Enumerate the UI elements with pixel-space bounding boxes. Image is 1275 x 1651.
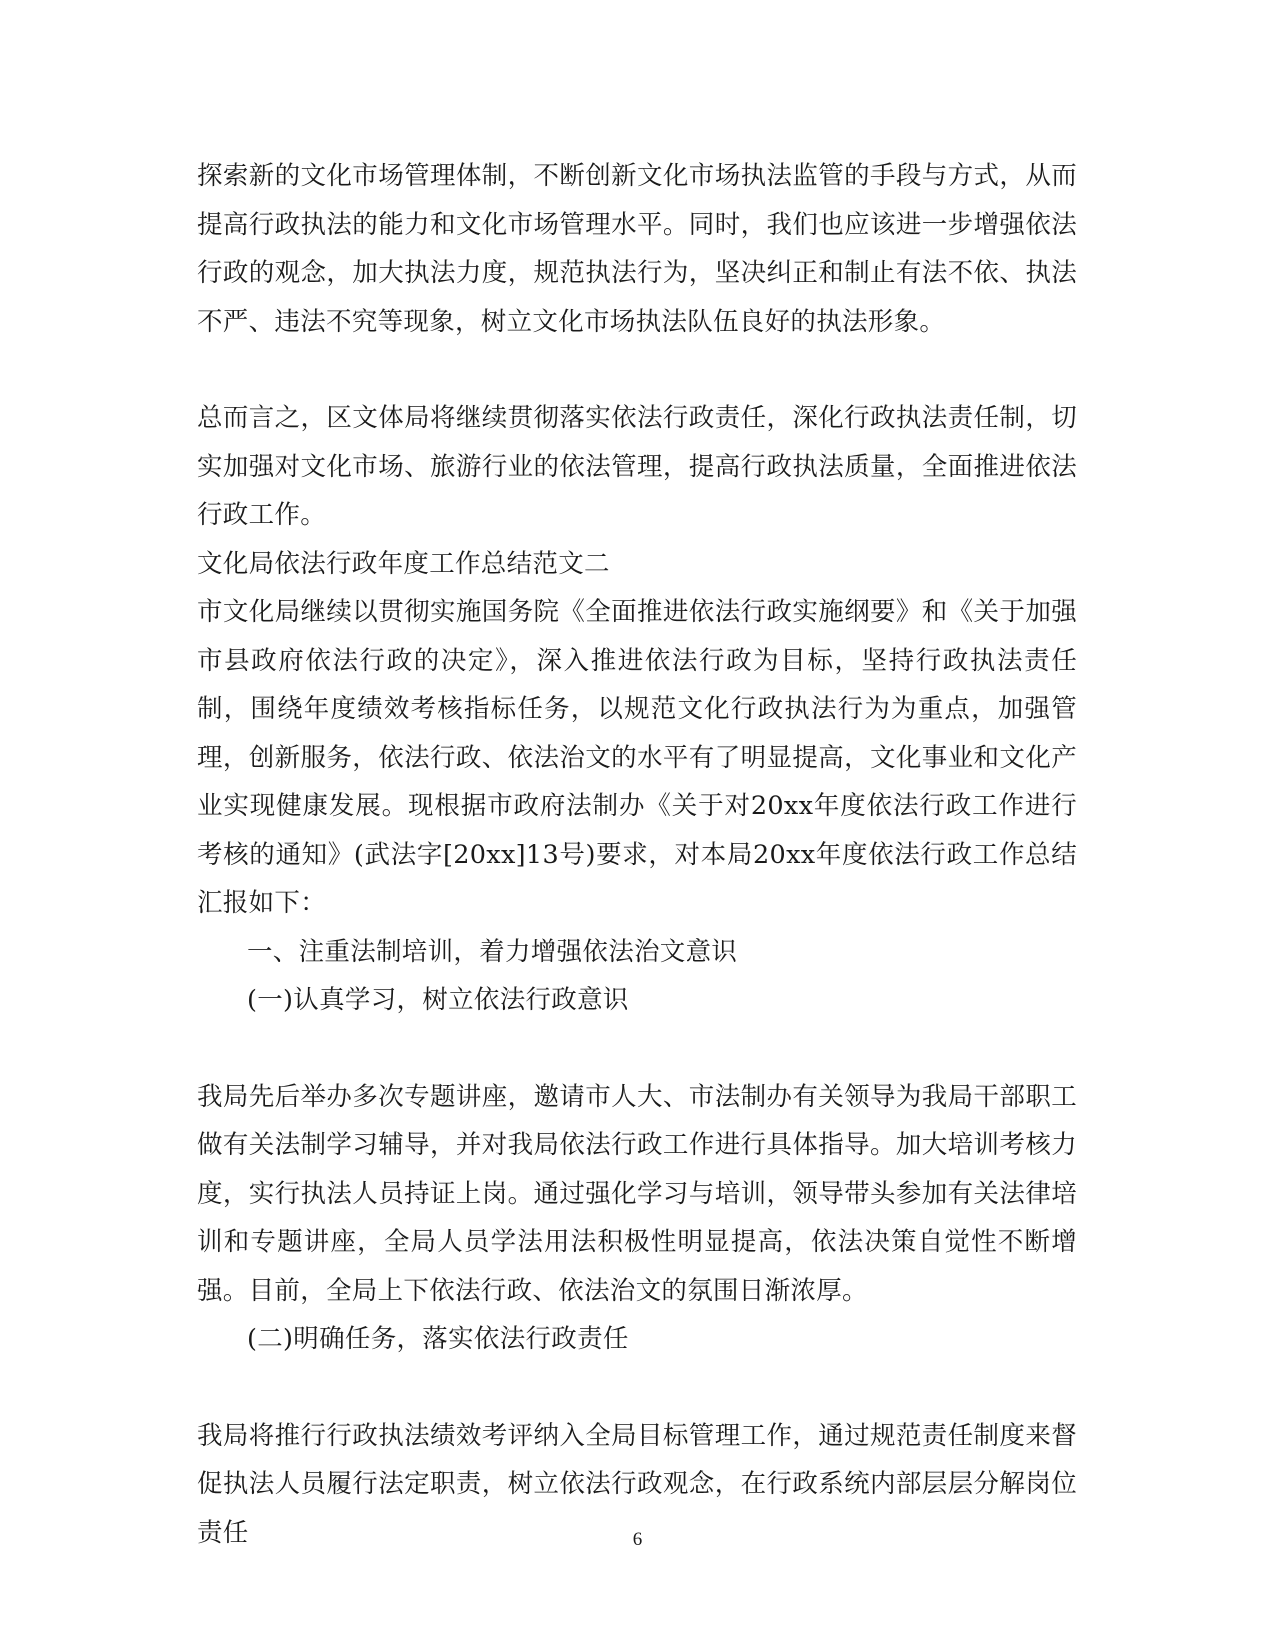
paragraph-training: 我局先后举办多次专题讲座，邀请市人大、市法制办有关领导为我局干部职工做有关法制学习辅导，并对我局依法行政工作进行具体指导。加大培训考核力度，实行执法人员持证上岗。通过强化学习与培训，领导带头参加有关法律培训和专题讲座，全局人员学法用法积极性明显提高，依法决策自觉性不断增强。目前，全局上下依法行政、依法治文的氛围日渐浓厚。: [197, 1081, 1077, 1306]
paragraph-spacer: [197, 1025, 1077, 1073]
heading-level-2-responsibility: (二)明确任务，落实依法行政责任: [247, 1324, 629, 1354]
paragraph-intro: 市文化局继续以贯彻实施国务院《全面推进依法行政实施纲要》和《关于加强市县政府依法行政的决定》，深入推进依法行政为目标，坚持行政执法责任制，围绕年度绩效考核指标任务，以规范文化行政执法行为为重点，加强管理，创新服务，依法行政、依法治文的水平有了明显提高，文化事业和文化产业实现健康发展。现根据市政府法制办《关于对20xx年度依法行政工作进行考核的通知》(武法字[20xx]13号)要求，对本局20xx年度依法行政工作总结汇报如下：: [197, 597, 1077, 918]
paragraph-spacer: [197, 346, 1077, 394]
paragraph-conclusion: 总而言之，区文体局将继续贯彻落实依法行政责任，深化行政执法责任制，切实加强对文化市场、旅游行业的依法管理，提高行政执法质量，全面推进依法行政工作。: [197, 403, 1077, 530]
heading-level-2-study: (一)认真学习，树立依法行政意识: [247, 985, 629, 1015]
paragraph-performance: 我局将推行行政执法绩效考评纳入全局目标管理工作，通过规范责任制度来督促执法人员履行法定职责，树立依法行政观念，在行政系统内部层层分解岗位责任: [197, 1420, 1077, 1548]
section-title-sample-two: 文化局依法行政年度工作总结范文二: [197, 548, 610, 579]
page-number: 6: [632, 1529, 643, 1550]
paragraph-culture-market-reform: 探索新的文化市场管理体制，不断创新文化市场执法监管的手段与方式，从而提高行政执法的能力和文化市场管理水平。同时，我们也应该进一步增强依法行政的观念，加大执法力度，规范执法行为，坚决纠正和制止有法不依、执法不严、违法不究等现象，树立文化市场执法队伍良好的执法形象。: [197, 161, 1077, 337]
heading-level-1: 一、注重法制培训，着力增强依法治文意识: [247, 936, 738, 967]
paragraph-spacer: [197, 1364, 1077, 1412]
document-body: [197, 152, 1077, 1557]
